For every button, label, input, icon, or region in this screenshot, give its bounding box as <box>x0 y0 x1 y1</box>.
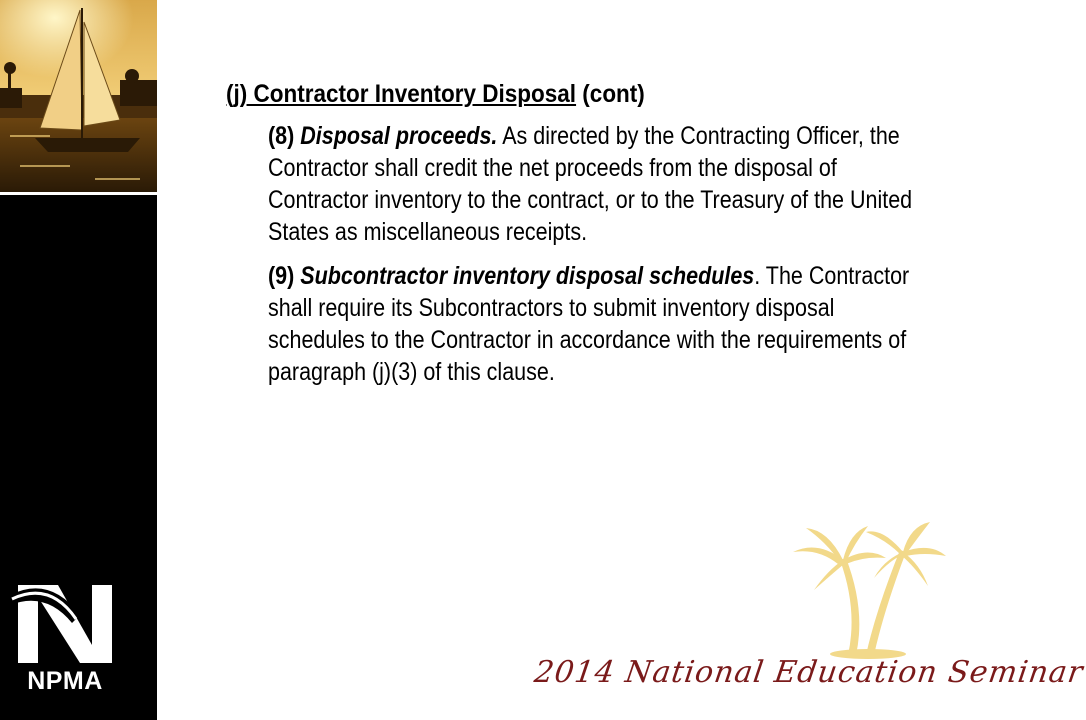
paragraph-body: . The Contractor shall require its Subcontractors to submit inventory disposal schedules to the Contractor in accordance with the requirements of paragraph (j)(3) of this clause. <box>268 262 910 386</box>
paragraph-number: (8) <box>268 122 301 150</box>
heading-suffix: (cont) <box>576 80 645 108</box>
slide-content <box>226 78 936 388</box>
paragraph-body: As directed by the Contracting Officer, the Contractor shall credit the net proceeds from the disposal of Contractor inventory to the contract, or to the Treasury of the United States as miscellaneous receipts. <box>268 122 913 246</box>
npma-logo-icon <box>10 575 120 665</box>
left-sidebar <box>0 0 157 720</box>
paragraph-number: (9) <box>268 262 301 290</box>
sailboat-sunset-photo <box>0 0 157 192</box>
npma-logo <box>10 575 120 700</box>
paragraph-8 <box>268 120 922 248</box>
palm-trees-icon <box>788 520 948 660</box>
paragraph-title: Disposal proceeds. <box>300 122 498 150</box>
seminar-title: 2014 National Education Seminar <box>532 655 1086 690</box>
paragraph-title: Subcontractor inventory disposal schedules <box>300 262 755 290</box>
paragraph-9 <box>268 260 922 388</box>
npma-logo-text: NPMA <box>27 667 103 695</box>
photo-divider <box>0 192 157 195</box>
slide-heading <box>226 78 865 110</box>
heading-underlined: (j) Contractor Inventory Disposal <box>226 80 577 108</box>
